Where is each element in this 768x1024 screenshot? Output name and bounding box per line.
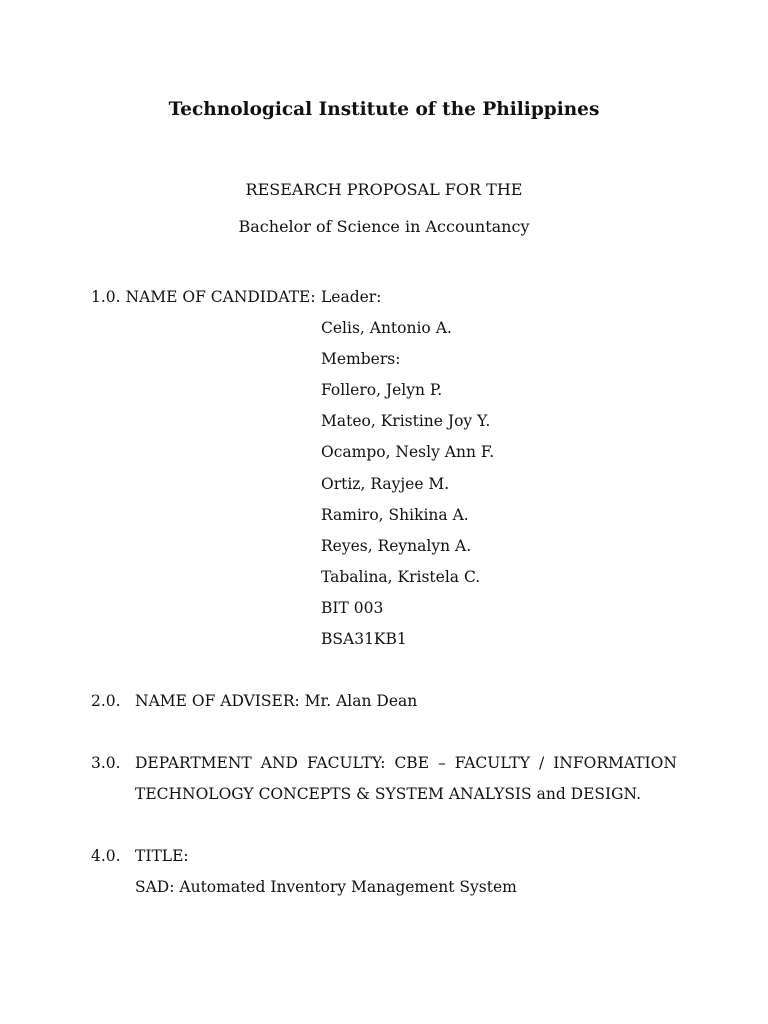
title-number: 4.0.: [91, 847, 121, 865]
department-line-2: TECHNOLOGY CONCEPTS & SYSTEM ANALYSIS and DESIGN.: [135, 785, 642, 803]
candidate-entry: Ramiro, Shikina A.: [321, 505, 469, 524]
institution-title: Technological Institute of the Philippines: [168, 99, 600, 120]
candidate-entry: BSA31KB1: [321, 630, 407, 649]
department-word: CBE: [394, 754, 430, 772]
department-word: /: [538, 754, 545, 772]
department-word: DEPARTMENT: [135, 754, 252, 772]
department-word: INFORMATION: [553, 754, 677, 772]
research-title: SAD: Automated Inventory Management System: [135, 878, 517, 896]
candidate-entry: Reyes, Reynalyn A.: [321, 536, 472, 555]
department-line-1: [135, 753, 677, 773]
department-word: FACULTY:: [306, 754, 386, 772]
candidate-entry: Leader:: [321, 288, 382, 306]
candidate-entry: BIT 003: [321, 598, 384, 617]
proposal-heading: RESEARCH PROPOSAL FOR THE: [245, 180, 523, 199]
department-word: –: [438, 754, 446, 772]
adviser-number: 2.0.: [91, 692, 121, 710]
department-word: FACULTY: [454, 754, 530, 772]
degree-heading: Bachelor of Science in Accountancy: [238, 217, 530, 236]
candidate-entry: Mateo, Kristine Joy Y.: [321, 412, 491, 431]
department-number: 3.0.: [91, 754, 121, 772]
department-word: AND: [260, 754, 298, 772]
candidate-list: [321, 287, 494, 660]
candidate-entry: Ocampo, Nesly Ann F.: [321, 443, 495, 462]
candidate-entry: Tabalina, Kristela C.: [321, 567, 481, 586]
candidate-entry: Follero, Jelyn P.: [321, 381, 443, 400]
candidate-label: 1.0. NAME OF CANDIDATE:: [91, 288, 316, 306]
title-label: TITLE:: [135, 847, 189, 865]
adviser-text: NAME OF ADVISER: Mr. Alan Dean: [135, 692, 418, 710]
candidate-entry: Members:: [321, 350, 401, 369]
candidate-entry: Ortiz, Rayjee M.: [321, 474, 450, 493]
candidate-entry: Celis, Antonio A.: [321, 319, 452, 338]
